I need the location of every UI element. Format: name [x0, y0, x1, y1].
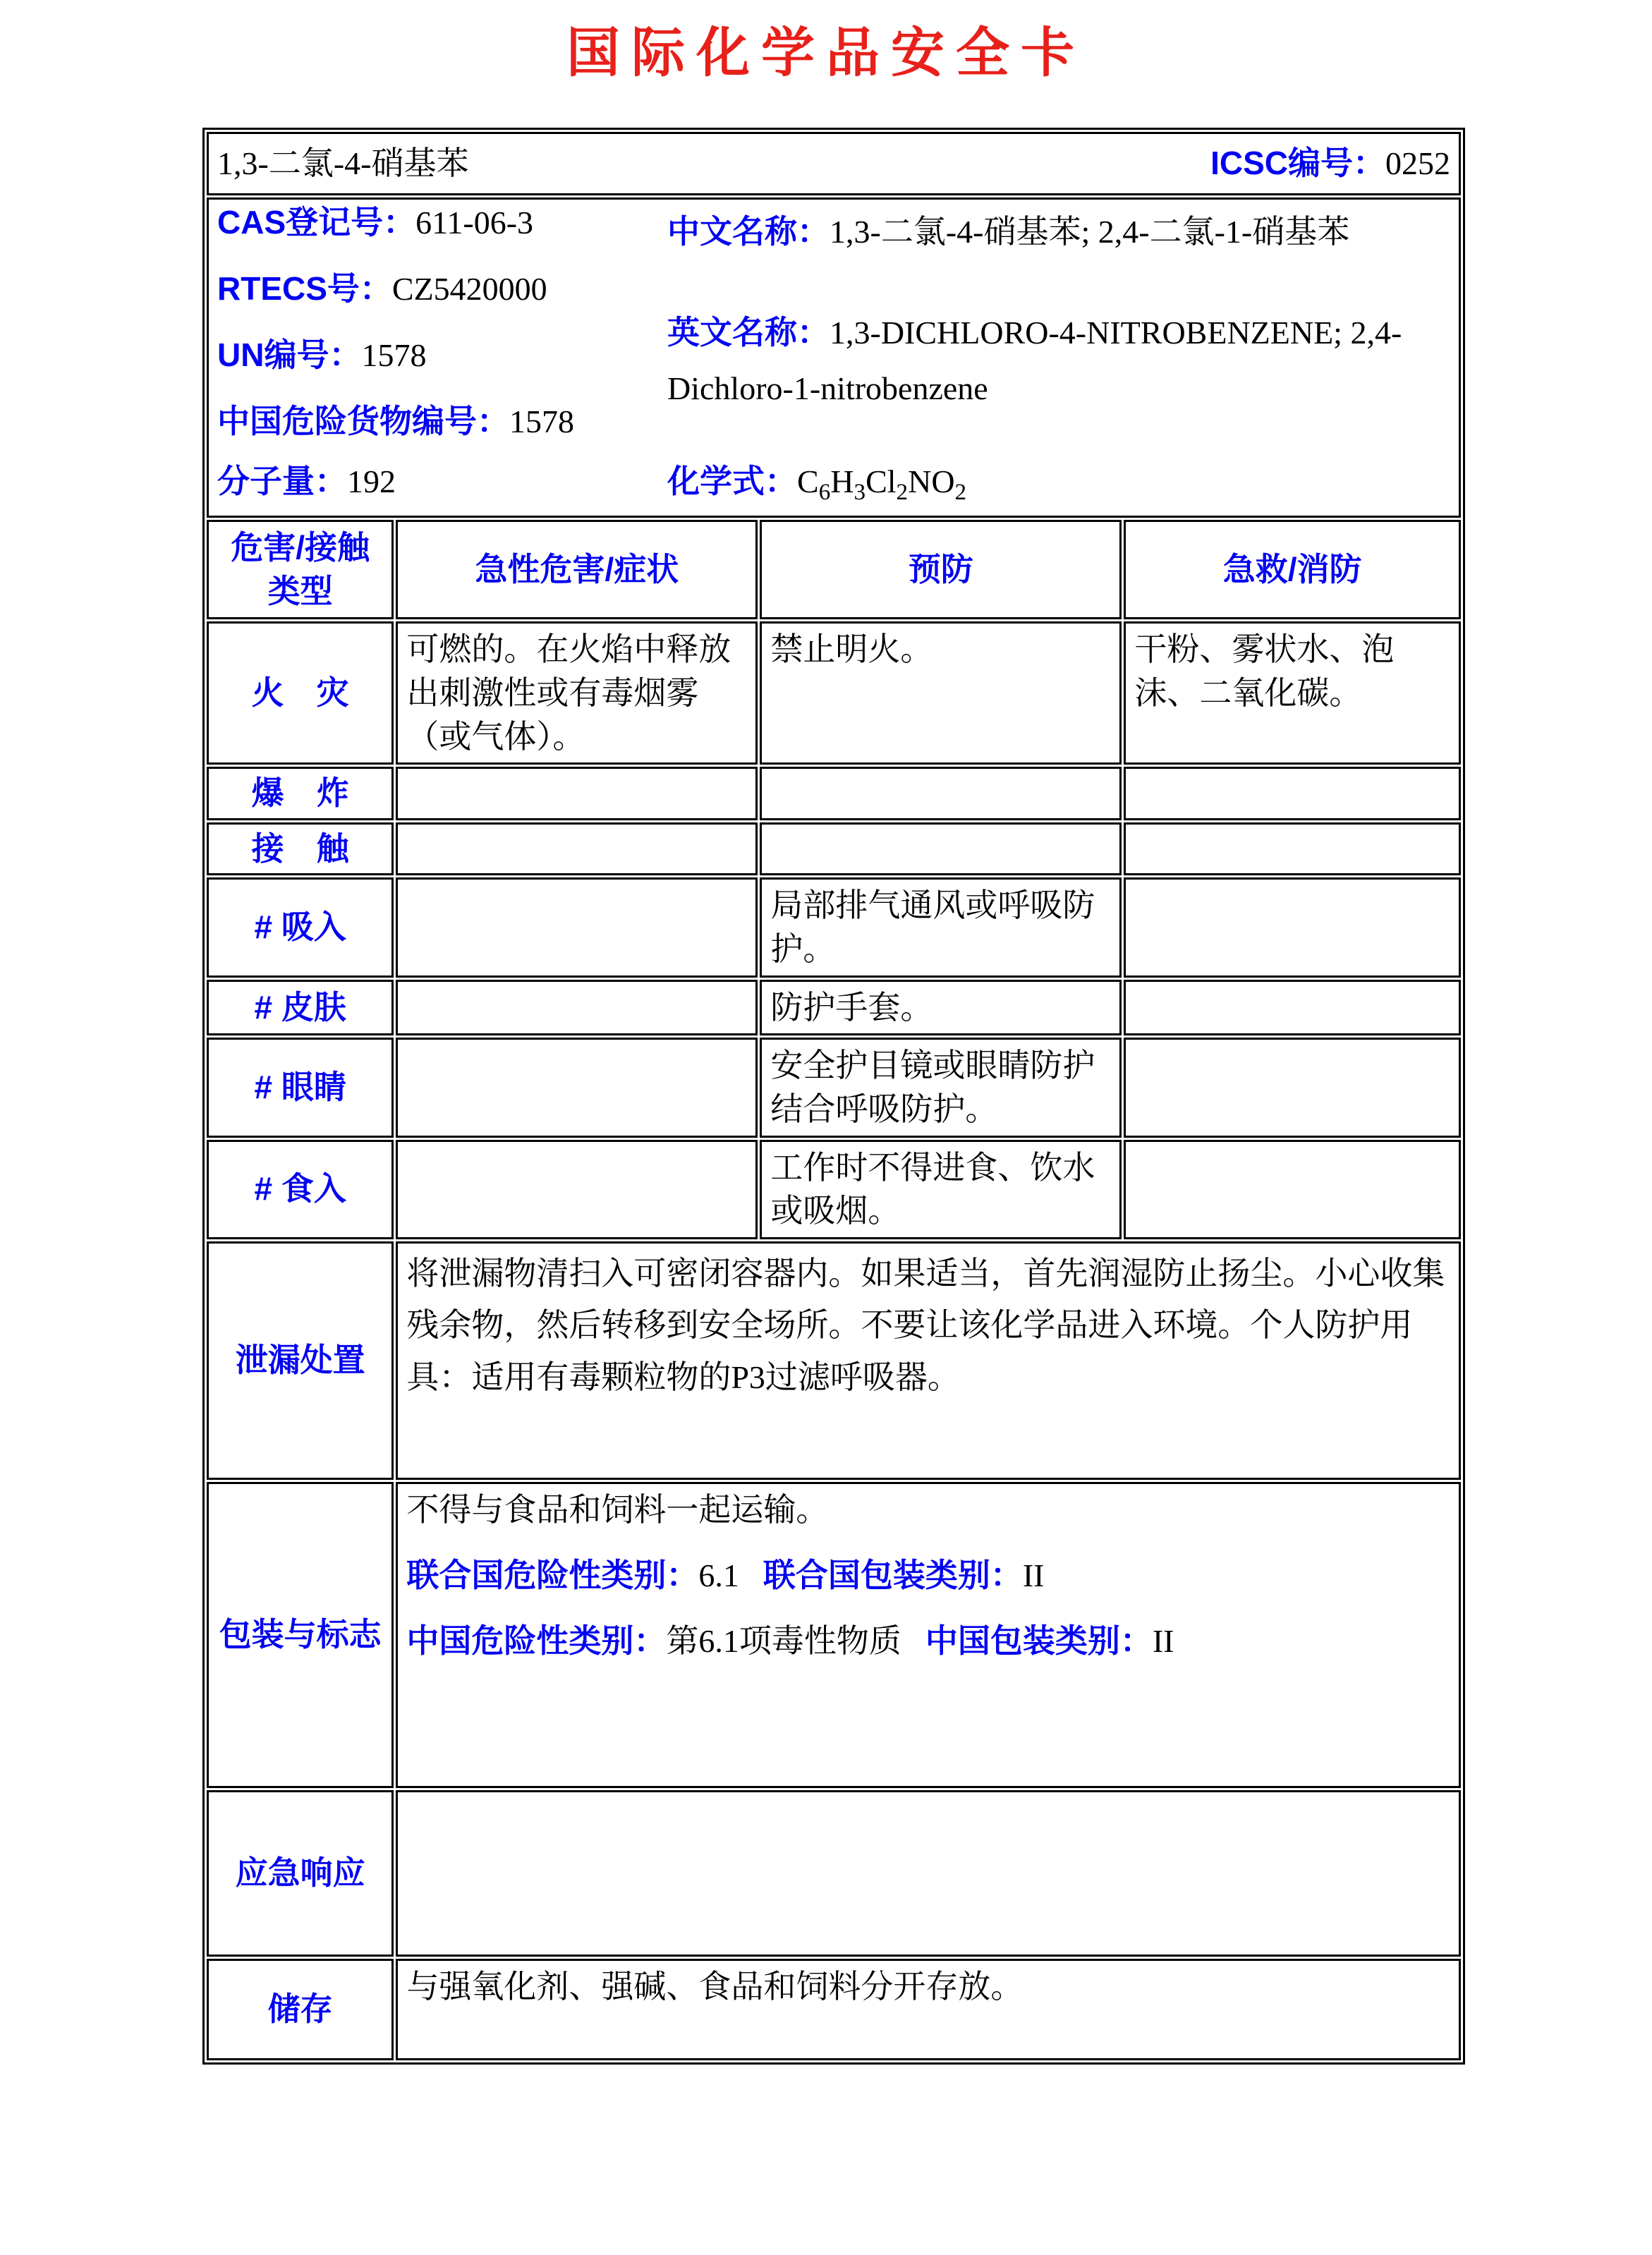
table-row-storage	[207, 1959, 1461, 2060]
cn-packing-group-label: 中国包装类别：	[925, 1622, 1153, 1659]
un-hazard-class-label: 联合国危险性类别：	[406, 1556, 699, 1593]
formula-line	[667, 463, 1450, 511]
inhalation-response-cell	[1124, 877, 1461, 977]
formula-label: 化学式：	[667, 462, 798, 499]
formula-subscript: 3	[854, 478, 866, 505]
formula-subscript: 2	[954, 478, 967, 505]
table-row-skin	[207, 980, 1461, 1036]
explosion-prevention-cell	[760, 767, 1122, 820]
china-dg-number-label: 中国危险货物编号：	[217, 402, 509, 439]
card-header-cell	[207, 132, 1461, 195]
cn-classification-line	[406, 1619, 1450, 1663]
page-title: 国际化学品安全卡	[566, 24, 1086, 83]
english-name-value: 1,3-DICHLORO-4-NITROBENZENE; 2,4-Dichloro-1-nitrobenzene	[667, 315, 1402, 407]
icsc-number-value: 0252	[1385, 145, 1450, 182]
table-row-inhalation	[207, 877, 1461, 977]
hazard-type-ingestion: # 食入	[207, 1140, 394, 1239]
eyes-prevention-cell: 安全护目镜或眼睛防护结合呼吸防护。	[760, 1038, 1122, 1137]
un-number-line	[217, 336, 667, 375]
china-dg-number-line	[217, 403, 667, 441]
hazard-type-skin: # 皮肤	[207, 980, 394, 1036]
inhalation-symptoms-cell	[396, 877, 758, 977]
packaging-transport-note: 不得与食品和饲料一起运输。	[406, 1491, 829, 1528]
name-list	[667, 204, 1450, 463]
exposure-symptoms-cell	[396, 822, 758, 876]
substance-info-row	[207, 197, 1461, 518]
fire-prevention-cell: 禁止明火。	[760, 621, 1122, 765]
formula-subscript: 6	[818, 478, 831, 505]
substance-info-cell	[207, 197, 1461, 518]
section-label-packaging: 包装与标志	[207, 1482, 394, 1788]
ingestion-symptoms-cell	[396, 1140, 758, 1239]
hazard-type-eyes: # 眼睛	[207, 1038, 394, 1137]
hazard-header-row	[207, 520, 1461, 619]
table-row-eyes	[207, 1038, 1461, 1137]
storage-content-cell: 与强氧化剂、强碱、食品和饲料分开存放。	[396, 1959, 1461, 2060]
chinese-name-line	[667, 204, 1450, 260]
china-dg-number-value: 1578	[509, 403, 574, 439]
table-row-ingestion	[207, 1140, 1461, 1239]
cas-number-label: CAS登记号：	[217, 204, 416, 241]
fire-response-cell: 干粉、雾状水、泡沫、二氧化碳。	[1124, 621, 1461, 765]
english-name-label: 英文名称：	[667, 314, 830, 351]
section-label-storage: 储存	[207, 1959, 394, 2060]
section-label-spillage: 泄漏处置	[207, 1241, 394, 1480]
spillage-content-cell	[396, 1241, 1461, 1480]
un-classification-line	[406, 1553, 1450, 1598]
packaging-content-cell	[396, 1482, 1461, 1788]
card-header-row	[207, 132, 1461, 195]
table-row-explosion	[207, 767, 1461, 820]
un-packing-group-label: 联合国包装类别：	[763, 1556, 1023, 1593]
explosion-response-cell	[1124, 767, 1461, 820]
hazard-type-fire: 火 灾	[207, 621, 394, 765]
molecular-weight-line	[217, 463, 667, 511]
chinese-name-label: 中文名称：	[667, 213, 830, 250]
chemical-name: 1,3-二氯-4-硝基苯	[217, 145, 469, 182]
inhalation-prevention-cell: 局部排气通风或呼吸防护。	[760, 877, 1122, 977]
cn-hazard-class-label: 中国危险性类别：	[406, 1622, 667, 1659]
section-label-emergency: 应急响应	[207, 1790, 394, 1957]
skin-prevention-cell: 防护手套。	[760, 980, 1122, 1036]
ingestion-response-cell	[1124, 1140, 1461, 1239]
un-packing-group-value: II	[1022, 1557, 1045, 1593]
hazard-type-exposure: 接 触	[207, 822, 394, 876]
molecular-weight-label: 分子量：	[217, 462, 347, 499]
table-row-exposure	[207, 822, 1461, 876]
emergency-content-cell	[396, 1790, 1461, 1957]
formula-element: H	[830, 463, 854, 499]
identifier-list	[217, 204, 667, 463]
icsc-number-group	[1210, 142, 1450, 186]
formula-subscript: 2	[896, 478, 909, 505]
cn-packing-group-value: II	[1152, 1622, 1174, 1659]
icsc-table	[205, 130, 1463, 2062]
header-prevention: 预防	[760, 520, 1122, 619]
skin-response-cell	[1124, 980, 1461, 1036]
un-number-value: 1578	[361, 336, 427, 373]
icsc-card	[202, 128, 1465, 2065]
header-hazard-type: 危害/接触 类型	[207, 520, 394, 619]
icsc-number-label: ICSC编号：	[1210, 145, 1385, 182]
spillage-text: 将泄漏物清扫入可密闭容器内。如果适当，首先润湿防止扬尘。小心收集残余物，然后转移到安全场所。不要让该化学品进入环境。个人防护用具：适用有毒颗粒物的P3过滤呼吸器。	[406, 1255, 1445, 1395]
cas-number-line	[217, 204, 667, 242]
formula-element: Cl	[866, 463, 897, 499]
eyes-symptoms-cell	[396, 1038, 758, 1137]
table-row-emergency	[207, 1790, 1461, 1957]
fire-symptoms-cell: 可燃的。在火焰中释放出刺激性或有毒烟雾（或气体）。	[396, 621, 758, 765]
header-response: 急救/消防	[1124, 520, 1461, 619]
header-symptoms: 急性危害/症状	[396, 520, 758, 619]
rtecs-number-value: CZ5420000	[391, 270, 547, 307]
skin-symptoms-cell	[396, 980, 758, 1036]
table-row-fire	[207, 621, 1461, 765]
cas-number-value: 611-06-3	[415, 205, 534, 241]
exposure-prevention-cell	[760, 822, 1122, 876]
table-row-spillage	[207, 1241, 1461, 1480]
un-number-label: UN编号：	[217, 336, 362, 373]
molecular-weight-value: 192	[347, 463, 396, 499]
formula-element: NO	[908, 463, 955, 499]
table-row-packaging	[207, 1482, 1461, 1788]
cn-hazard-class-value: 第6.1项毒性物质	[666, 1622, 901, 1659]
rtecs-number-label: RTECS号：	[217, 269, 392, 307]
hazard-type-inhalation: # 吸入	[207, 877, 394, 977]
rtecs-number-line	[217, 270, 667, 308]
hazard-type-explosion: 爆 炸	[207, 767, 394, 820]
eyes-response-cell	[1124, 1038, 1461, 1137]
chinese-name-value: 1,3-二氯-4-硝基苯; 2,4-二氯-1-硝基苯	[830, 214, 1350, 250]
exposure-response-cell	[1124, 822, 1461, 876]
explosion-symptoms-cell	[396, 767, 758, 820]
ingestion-prevention-cell: 工作时不得进食、饮水或吸烟。	[760, 1140, 1122, 1239]
english-name-line	[667, 305, 1450, 416]
formula-element: C	[797, 463, 819, 499]
chemical-formula	[797, 463, 967, 505]
un-hazard-class-value: 6.1	[698, 1557, 739, 1593]
